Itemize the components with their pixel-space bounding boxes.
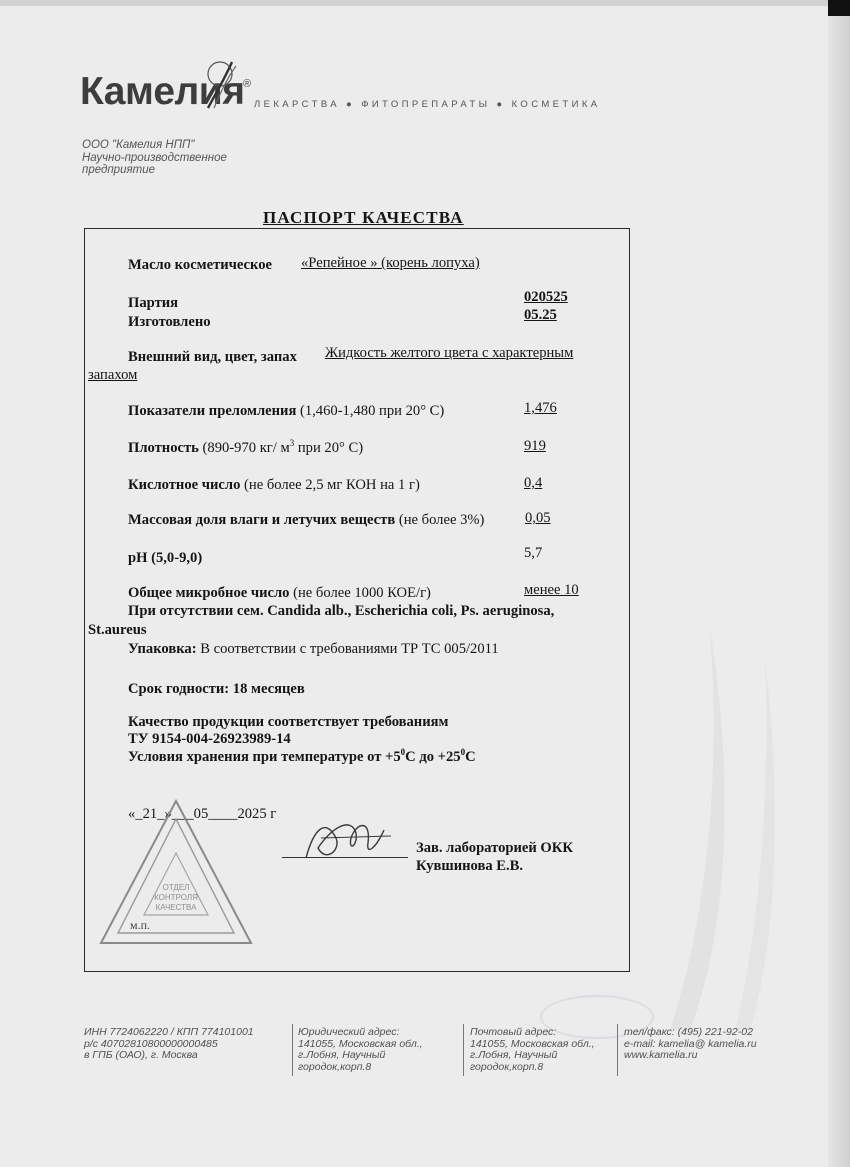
signature-line	[282, 857, 408, 858]
footer-legal-address	[298, 1027, 448, 1073]
microbe-norm: (не более 1000 КОЕ/г)	[293, 585, 431, 601]
refraction-label: Показатели преломления	[128, 403, 297, 419]
company-line-3: предприятие	[82, 164, 155, 176]
density-norm-a: (890-970 кг/ м	[202, 440, 290, 456]
appearance-value-line-1: Жидкость желтого цвета с характерным	[325, 345, 574, 361]
packaging-value: В соответствии с требованиями ТР ТС 005/2011	[200, 641, 499, 657]
product-name: «Репейное » (корень лопуха)	[301, 255, 480, 271]
company-logo: Камелия	[80, 70, 245, 113]
footer-legal-line-3: г.Лобня, Научный	[298, 1049, 386, 1061]
footer-postal-line-1: Почтовый адрес:	[470, 1026, 557, 1038]
footer-postal-line-4: городок,корп.8	[470, 1060, 544, 1073]
appearance-value-line-2: запахом	[88, 367, 138, 383]
scan-corner	[828, 0, 850, 16]
company-tagline: ЛЕКАРСТВА ● ФИТОПРЕПАРАТЫ ● КОСМЕТИКА	[254, 99, 601, 110]
storage-sup-1: 0	[400, 747, 406, 758]
issue-date: «_21_»___05____2025 г	[128, 806, 277, 822]
storage-text-a: Условия хранения при температуре от +5	[128, 749, 401, 765]
footer-legal-line-4: городок,корп.8	[298, 1060, 372, 1073]
footer-divider-3	[617, 1024, 618, 1076]
ph-value: 5,7	[524, 545, 543, 561]
refraction-norm: (1,460-1,480 при 20° С)	[300, 403, 445, 419]
microbe-value: менее 10	[524, 582, 579, 598]
scan-edge-right	[828, 0, 850, 1167]
tu-line: ТУ 9154-004-26923989-14	[128, 731, 291, 747]
made-value: 05.25	[524, 307, 557, 323]
mp-label: м.п.	[130, 918, 151, 932]
microbe-label: Общее микробное число	[128, 585, 290, 601]
acid-label: Кислотное число	[128, 477, 241, 493]
stamp-line-1: ОТДЕЛ	[162, 883, 190, 892]
handwritten-signature	[296, 808, 406, 873]
absence-line-2: St.aureus	[88, 622, 147, 638]
acid-norm: (не более 2,5 мг КОН на 1 г)	[244, 477, 420, 493]
logo-swirl-icon	[196, 58, 240, 115]
footer-divider-2	[463, 1024, 464, 1076]
density-norm-sup: 3	[289, 438, 295, 449]
density-row	[128, 440, 363, 457]
acid-row	[128, 477, 420, 494]
signer-title: Зав. лабораторией ОКК	[416, 840, 573, 856]
microbe-row	[128, 585, 431, 602]
footer-legal-line-1: Юридический адрес:	[298, 1026, 400, 1038]
footer-postal-line-3: г.Лобня, Научный	[470, 1049, 558, 1061]
company-line-2: Научно-производственное	[82, 151, 227, 164]
shelf-life: Срок годности: 18 месяцев	[128, 681, 305, 697]
absence-line-1: При отсутствии сем. Candida alb., Escherichia coli, Ps. aeruginosa,	[128, 603, 555, 619]
footer-bank-line-2: р/с 40702810800000000485	[84, 1037, 218, 1050]
footer-bank-line-3: в ГПБ (ОАО), г. Москва	[84, 1049, 198, 1061]
company-info	[82, 139, 282, 177]
moisture-row	[128, 512, 484, 529]
density-label: Плотность	[128, 440, 199, 456]
batch-label: Партия	[128, 295, 179, 311]
made-label: Изготовлено	[128, 314, 211, 330]
footer-email: e-mail: kamelia@ kamelia.ru	[624, 1037, 757, 1050]
product-label: Масло косметическое	[128, 257, 273, 273]
footer-website: www.kamelia.ru	[624, 1049, 698, 1061]
footer-bank-line-1: ИНН 7724062220 / КПП 774101001	[84, 1026, 254, 1038]
compliance-line: Качество продукции соответствует требованиям	[128, 714, 449, 730]
footer-contacts	[624, 1027, 794, 1062]
document-title: ПАСПОРТ КАЧЕСТВА	[263, 208, 464, 227]
footer-phone: тел/факс: (495) 221-92-02	[624, 1026, 753, 1038]
footer-legal-line-2: 141055, Московская обл.,	[298, 1037, 423, 1050]
footer-postal-address	[470, 1027, 610, 1073]
scan-edge-top	[0, 0, 850, 6]
acid-value: 0,4	[524, 475, 543, 491]
refraction-row	[128, 403, 444, 420]
footer-bank-details	[84, 1027, 284, 1062]
moisture-value: 0,05	[525, 510, 551, 526]
storage-text-b: С до +25	[405, 749, 461, 765]
packaging-row	[128, 641, 499, 658]
packaging-label: Упаковка:	[128, 641, 197, 657]
footer-divider-1	[292, 1024, 293, 1076]
density-value: 919	[524, 438, 546, 454]
storage-text-c: С	[465, 749, 476, 765]
storage-conditions	[128, 749, 476, 766]
quality-control-stamp	[96, 793, 256, 958]
ph-label: pH (5,0-9,0)	[128, 550, 203, 566]
batch-value: 020525	[524, 289, 568, 305]
refraction-value: 1,476	[524, 400, 557, 416]
moisture-label: Массовая доля влаги и летучих веществ	[128, 512, 396, 528]
decorative-swoosh	[640, 610, 800, 1045]
appearance-label: Внешний вид, цвет, запах	[128, 349, 297, 365]
company-line-1: ООО "Камелия НПП"	[82, 139, 195, 151]
footer-postal-line-2: 141055, Московская обл.,	[470, 1037, 595, 1050]
stamp-line-3: КАЧЕСТВА	[155, 903, 197, 912]
signer-name: Кувшинова Е.В.	[416, 858, 524, 874]
storage-sup-2: 0	[460, 747, 466, 758]
stamp-line-2: КОНТРОЛЯ	[154, 893, 198, 902]
registered-mark: ®	[243, 78, 252, 90]
density-norm-b: при 20° С)	[294, 440, 364, 456]
moisture-norm: (не более 3%)	[398, 512, 485, 528]
